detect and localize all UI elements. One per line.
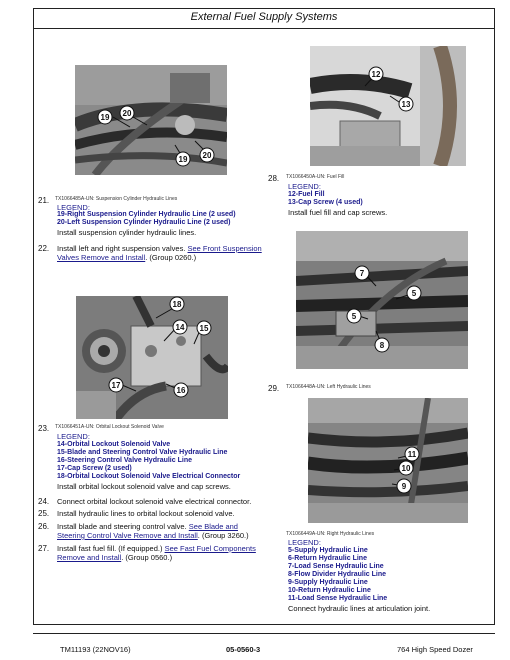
step-29-text: Connect hydraulic lines at articulation joint.: [288, 604, 431, 613]
svg-text:16: 16: [176, 386, 186, 395]
svg-text:8: 8: [379, 341, 385, 350]
step-24-number: 24.: [38, 497, 50, 506]
link-fast-fuel-components-cont[interactable]: Remove and Install: [57, 553, 122, 562]
step-21-number: 21.: [38, 196, 50, 205]
legend-title: LEGEND:: [57, 432, 90, 441]
callout-12: [369, 67, 383, 81]
svg-text:19: 19: [178, 155, 188, 164]
callout-10: [399, 461, 413, 475]
svg-text:5: 5: [411, 289, 417, 298]
link-fast-fuel-components[interactable]: See Fast Fuel Components: [164, 544, 256, 553]
step-28-text: Install fuel fill and cap screws.: [288, 208, 388, 217]
step-27-text-cont: Remove and Install. (Group 0560.): [57, 553, 173, 562]
legend-item: 20-Left Suspension Cylinder Hydraulic Line (2 used): [57, 219, 231, 226]
figure-right-hydraulic-lines: [308, 398, 468, 523]
step-22-text-cont: Valves Remove and Install. (Group 0260.): [57, 253, 197, 262]
figure-fuel-fill: [310, 46, 466, 166]
svg-text:20: 20: [202, 151, 212, 160]
legend-item: 9-Supply Hydraulic Line: [288, 579, 368, 586]
svg-text:19: 19: [100, 113, 110, 122]
figure-caption: TX1066451A-UN: Orbital Lockout Solenoid Valve: [55, 424, 164, 430]
legend-item: 18-Orbital Lockout Solenoid Valve Electrical Connector: [57, 473, 241, 480]
callout-13: [399, 97, 413, 111]
callout-18: [170, 297, 184, 311]
step-22-text: Install left and right suspension valves. See Front Suspension: [57, 244, 262, 253]
callout-5: [347, 309, 361, 323]
footer-page-number: 05-0560-3: [226, 645, 261, 654]
figure-orbital-lockout-solenoid: [76, 296, 228, 419]
callout-20: [120, 106, 134, 120]
legend-item: 12-Fuel Fill: [288, 191, 325, 198]
step-26-number: 26.: [38, 522, 50, 531]
step-23-number: 23.: [38, 424, 50, 433]
legend-item: 16-Steering Control Valve Hydraulic Line: [57, 457, 192, 464]
legend-title: LEGEND:: [288, 182, 321, 191]
step-24-text: Connect orbital lockout solenoid valve electrical connector.: [57, 497, 252, 506]
svg-text:20: 20: [122, 109, 132, 118]
legend-item: 5-Supply Hydraulic Line: [288, 547, 368, 554]
svg-text:5: 5: [351, 312, 357, 321]
step-22-number: 22.: [38, 244, 50, 253]
callout-7: [355, 266, 369, 280]
legend-title: LEGEND:: [288, 538, 321, 547]
svg-text:10: 10: [401, 464, 411, 473]
callout-14: [173, 320, 187, 334]
link-blade-steering-valve-cont[interactable]: Steering Control Valve Remove and Install: [57, 531, 198, 540]
callout-17: [109, 378, 123, 392]
figure-left-hydraulic-lines: [296, 231, 468, 369]
legend-item: 8-Flow Divider Hydraulic Line: [288, 571, 387, 578]
page-title: External Fuel Supply Systems: [190, 11, 338, 23]
svg-text:12: 12: [371, 70, 381, 79]
callout-5: [407, 286, 421, 300]
svg-text:13: 13: [401, 100, 411, 109]
callout-19: [176, 152, 190, 166]
callout-19: [98, 110, 112, 124]
figure-caption: TX1066450A-UN: Fuel Fill: [286, 174, 345, 180]
callout-9: [397, 479, 411, 493]
callout-15: [197, 321, 211, 335]
step-25-number: 25.: [38, 509, 50, 518]
figure-caption: TX1066485A-UN: Suspension Cylinder Hydraulic Lines: [55, 196, 178, 202]
callout-16: [174, 383, 188, 397]
step-28-number: 28.: [268, 174, 280, 183]
link-blade-steering-valve[interactable]: See Blade and: [188, 522, 238, 531]
legend-item: 19-Right Suspension Cylinder Hydraulic Line (2 used): [57, 211, 236, 218]
svg-text:11: 11: [407, 450, 417, 459]
legend-item: 15-Blade and Steering Control Valve Hydraulic Line: [57, 449, 228, 456]
link-front-suspension-valves-cont[interactable]: Valves Remove and Install: [57, 253, 146, 262]
step-23-text: Install orbital lockout solenoid valve and cap screws.: [57, 482, 231, 491]
step-29-number: 29.: [268, 384, 280, 393]
footer-divider: [33, 633, 495, 634]
link-front-suspension-valves[interactable]: See Front Suspension: [187, 244, 262, 253]
legend-title: LEGEND:: [57, 203, 90, 212]
footer-doc-id: TM11193 (22NOV16): [60, 645, 131, 654]
legend-item: 13-Cap Screw (4 used): [288, 199, 363, 206]
svg-text:9: 9: [401, 482, 407, 491]
svg-text:15: 15: [199, 324, 209, 333]
footer-machine-model: 764 High Speed Dozer: [397, 645, 473, 654]
svg-text:14: 14: [175, 323, 185, 332]
figure-caption: TX1066448A-UN: Left Hydraulic Lines: [286, 384, 371, 390]
legend-item: 7-Load Sense Hydraulic Line: [288, 563, 384, 570]
svg-text:18: 18: [172, 300, 182, 309]
callout-11: [405, 447, 419, 461]
svg-text:7: 7: [359, 269, 365, 278]
legend-item: 6-Return Hydraulic Line: [288, 555, 367, 562]
step-25-text: Install hydraulic lines to orbital lockout solenoid valve.: [57, 509, 235, 518]
step-27-number: 27.: [38, 544, 50, 553]
legend-item: 11-Load Sense Hydraulic Line: [288, 595, 388, 602]
legend-item: 17-Cap Screw (2 used): [57, 465, 132, 472]
legend-item: 10-Return Hydraulic Line: [288, 587, 371, 594]
callout-20: [200, 148, 214, 162]
figure-suspension-cylinder-lines: [75, 65, 227, 175]
step-21-text: Install suspension cylinder hydraulic lines.: [57, 228, 197, 237]
figure-caption: TX1066449A-UN: Right Hydraulic Lines: [286, 531, 375, 537]
step-26-text-cont: Steering Control Valve Remove and Install. (Group 3260.): [57, 531, 249, 540]
legend-item: 14-Orbital Lockout Solenoid Valve: [57, 441, 171, 448]
step-26-text: Install blade and steering control valve. See Blade and: [57, 522, 238, 531]
svg-text:17: 17: [111, 381, 121, 390]
step-27-text: Install fast fuel fill. (If equipped.) See Fast Fuel Components: [57, 544, 256, 553]
header-divider: [33, 28, 495, 29]
callout-8: [375, 338, 389, 352]
